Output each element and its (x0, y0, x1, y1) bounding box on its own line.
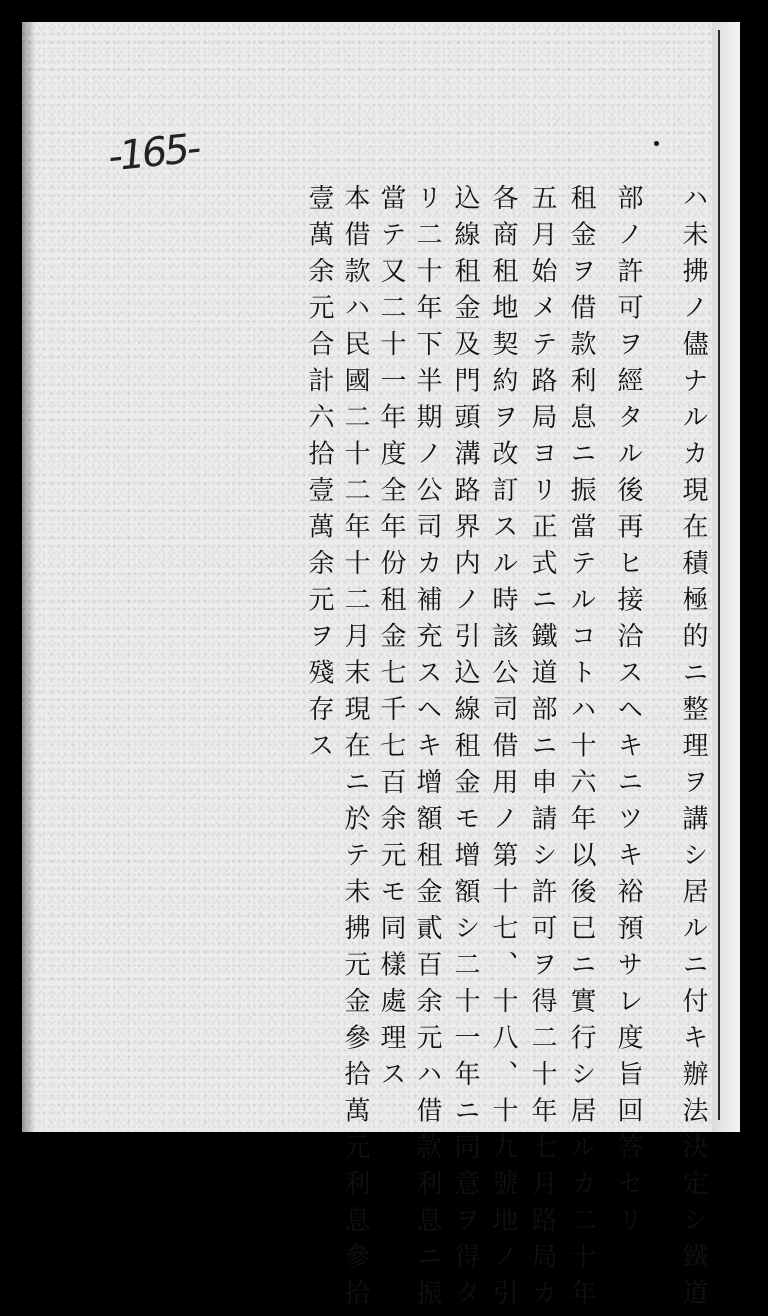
text-column-5: 各商租地契約ヲ改訂スル時該公司借用ノ第十七、十八、十九號地ノ引 (488, 184, 518, 1316)
text-column-9: 本借款ハ民國二十二年十二月末現在ニ於テ未拂元金參拾萬元利息參拾 (340, 184, 370, 1316)
text-column-4: 五月始メテ路局ヨリ正式ニ鐵道部ニ申請シ許可ヲ得二十年七月路局カ (527, 184, 557, 1316)
text-column-7: リ二十年下半期ノ公司カ補充スヘキ增額租金貳百余元ハ借款利息ニ振 (412, 184, 442, 1316)
binding-line (718, 30, 720, 1120)
page-number: -165- (105, 125, 201, 181)
ink-speck (654, 141, 659, 146)
text-column-2: 部ノ許可ヲ經タル後再ヒ接洽スヘキニツキ裕預サレ度旨回答セリ (613, 184, 643, 1243)
page-right-edge (712, 22, 740, 1132)
text-column-6: 込線租金及門頭溝路界内ノ引込線租金モ增額シ二十一年ニ同意ヲ得タ (450, 184, 480, 1316)
text-column-1: ハ未拂ノ儘ナルカ現在積極的ニ整理ヲ講シ居ルニ付キ辦法決定シ鐵道 (678, 184, 708, 1316)
scan-left-shadow (22, 22, 36, 1132)
text-column-3: 租金ヲ借款利息ニ振當テルコトハ十六年以後已ニ實行シ居ルカ二十年 (566, 184, 596, 1316)
text-column-8: 當テ又二十一年度全年份租金七千七百余元モ同樣處理ス (376, 184, 406, 1097)
text-column-10: 壹萬余元合計六拾壹萬余元ヲ殘存ス (304, 184, 334, 768)
